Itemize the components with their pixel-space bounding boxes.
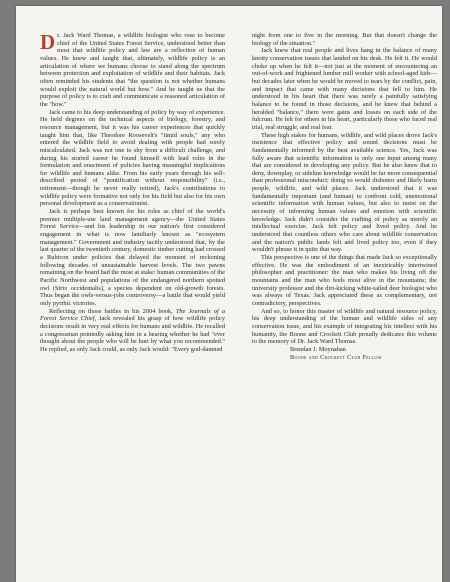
paragraph-3: Jack is perhaps best known for his roles as chief of the world's premier multiple-use land management agency—the United States Forest Service—and his leadership in our nation's first considered engagement in what is now familiarly known as "ecosystem management." Government and industry tacitly understood that, by the last quarter of the twentieth century, domestic timber cutting had crossed a Rubicon under policies that delayed the moment of reckoning following decades of unsustainable harvest levels. The two pawns remaining on the board had the most at stake: human communities of the Pacific Northwest and populations of the endangered northern spotted owl (Strix occidentalis), a species dependent on old-growth forests. Thus began the owls-versus-jobs controversy—a battle that would yield only pyrrhic victories. (40, 208, 225, 307)
book-title: The Journals of a Forest Service Chief (40, 307, 225, 323)
paragraph-6: These high stakes for humans, wildlife, and wild places drove Jack's insistence that effective policy and sound decisions must be fundamentally informed by the best available science. Yes, Jack was fully aware that scientific information is only one input among many that are considered in developing any policy. But he also knew that to deny, downplay, or sideline knowledge would be far more consequential than professional misconduct; doing so would dishonor and likely harm people, wildlife, and wild places. Jack understood that it was fundamentally important (and human) to confront cold, unemotional scientific information with human values, but also to insist on the necessity of informing human values and emotion with scientific knowledge. Jack didn't consider the crafting of policy as merely an intellectual exercise. Jack felt policy and lived policy. And he understood that countless others who care about wildlife conservation and the nation's public lands felt and lived policy too, even if they wouldn't phrase it in quite that way. (252, 131, 437, 254)
paragraph-2: Jack came to his deep understanding of policy by way of experience. He held degrees on the technical aspects of biology, forestry, and resource management, but it was his career experiences that quickly taught him that, like Theodore Roosevelt's "timid souls," any who entered the wildlife field to avoid dealing with people had sorely miscalculated. Jack was not one to shy from a difficult challenge, and during his storied career he found himself with lead roles in the formulation and enactment of policies having meaningful implications for wildlife and humans alike. From his early years through his self-described period of "pontification without responsibility" (i.e., retirement—though he never really retired), Jack's contributions to wildlife policy were formative not only for his field but also for his own personal development as a conservationist. (40, 108, 225, 208)
paragraph-8: And so, to honor this master of wildlife and natural resource policy, his deep understanding of the human and wildlife sides of any conservation issue, and his example of integrating his intellect with his humanity, the Boone and Crockett Club proudly dedicates this volume to the memory of Dr. Jack Ward Thomas. (252, 307, 437, 346)
paragraph-continuation: night from one to five in the morning. But that doesn't change the biology of the situation." (252, 32, 437, 47)
paragraph-7: This perspective is one of the things that made Jack so exceptionally effective. He was the embodiment of an inextricably intertwined philosopher and practitioner: the man who makes his living off the mountains and the man who feels most alive in the mountains; the university professor and the dirt-kicking white-tailed deer biologist who was always of Texas. Jack appreciated these as complementary, not contradictory, perspectives. (252, 254, 437, 307)
paragraph-4-text: , Jack revealed his grasp of how wildlife policy decisions result in very real effects for humans and wildlife. He recalled a congressman pointedly asking him in a hearing whether he had "ever thought about the people who will be hurt by what you recommended." He replied, as only Jack could, as only Jack would: "Every god-damned (40, 315, 225, 353)
right-column (252, 32, 437, 361)
left-column (40, 32, 225, 354)
paragraph-4-intro: Reflecting on those battles in his 2004 book, (49, 307, 176, 315)
paragraph-5: Jack knew that real people and lives hang in the balance of many knotty conservation issues that landed on his desk. He felt it. He would choke up when he felt it—not just at the moment of encountering an out-of-work and frightened lumber mill worker with school-aged kids—but decades later when he would be moved to tears by the conflict, pain, and impact that came with many decisions that fell to him. He understood in his heart that there was rarely a painfully satisfying balance to be found in those decisions, and he knew that behind a heralded "balance," there were gains and losses on each side of the fulcrum. He felt for others in his heart, particularly those who faced real trial, real struggle, and real fear. (252, 47, 437, 131)
paragraph-4 (40, 308, 225, 354)
paragraph-1 (40, 32, 225, 109)
book-page (16, 6, 442, 582)
signature-block (252, 346, 437, 361)
signature-name: Brendan J. Moynahan (290, 345, 346, 353)
paragraph-1-text: r. Jack Ward Thomas, a wildlife biologist who rose to become chief of the United States Forest Service, understood better than most that wildlife policy and law are a reflection of human values. He knew and taught that, ultimately, wildlife policy is an articulation of where we humans choose to stand along the spectrum between protection and exploitation of wildlife and their habitats. Jack often reminded his students that "the question is not whether humans would exploit the natural world but how." And he taught us that the purpose of policy is to craft and communicate a reasoned articulation of the "how." (40, 32, 225, 108)
signature-title: Boone and Crockett Club Fellow (290, 353, 382, 361)
drop-cap: D (40, 30, 56, 54)
